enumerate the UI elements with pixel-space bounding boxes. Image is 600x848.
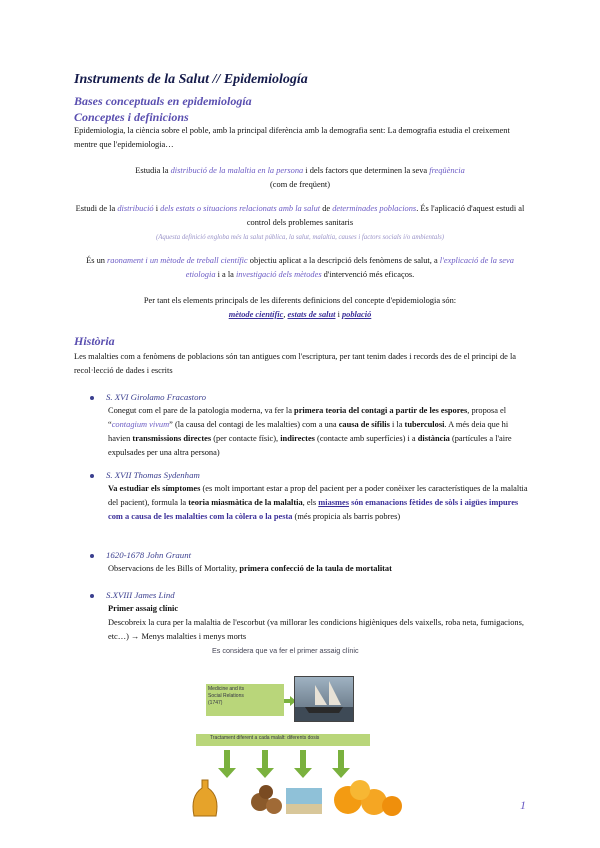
- bold-text: Primer assaig clínic: [108, 604, 179, 613]
- def1-text-a: Estudia la: [135, 166, 171, 175]
- definition-3: [74, 254, 526, 282]
- history-intro: Les malalties com a fenòmens de poblacions són tan antigues com l'escriptura, per tant tenim dades i records des de el principi de la recol·lecció de dades i escrits: [74, 352, 516, 375]
- figure-banner: [196, 734, 370, 746]
- text: (contacte amb superfícies) i a: [314, 434, 418, 443]
- def2-note: (Aquesta definició engloba més la salut pública, la salut, malaltia, causes i factors socials i/o ambientals): [155, 234, 445, 241]
- def3-highlight-b: raonament i un mètode de treball científic: [107, 256, 248, 265]
- def1-text-e: (com de freqüent): [270, 180, 330, 189]
- history-item-title: S. XVI Girolamo Fracastoro: [106, 392, 207, 402]
- bold-text: tuberculosi: [404, 420, 445, 429]
- def2-text-a: Estudi de la: [75, 204, 118, 213]
- history-item-lind-body: [108, 602, 528, 644]
- text: (més propicia als barris pobres): [292, 512, 401, 521]
- text: (per contacte físic),: [211, 434, 281, 443]
- def2-text-e: de: [320, 204, 333, 213]
- history-item-fracastoro-body: [108, 404, 528, 460]
- def2-text-g: . És l'aplicació d'aquest estudi al control dels problemes sanitaris: [246, 204, 525, 227]
- history-item-title: S.XVIII James Lind: [106, 590, 175, 600]
- history-item-sydenham-body: [108, 482, 528, 524]
- history-heading: Història: [74, 334, 115, 348]
- definition-1: [74, 164, 526, 192]
- key-elements: [74, 294, 526, 322]
- treatments-illustration: [188, 746, 418, 820]
- bullet-dot: [90, 396, 94, 400]
- figure-book-box: [206, 684, 284, 716]
- figure-caption: Es considera que va fer el primer assaig clínic: [212, 646, 359, 655]
- bullet-dot: [90, 594, 94, 598]
- def1-highlight-d: freqüència: [429, 166, 465, 175]
- document-title: Instruments de la Salut // Epidemiología: [74, 72, 308, 87]
- def3-text-e: i a la: [215, 270, 236, 279]
- elements-separator-2: i: [335, 310, 342, 319]
- bold-text: distància: [417, 434, 450, 443]
- text: Conegut com el pare de la patologia moderna, va fer la: [108, 406, 295, 415]
- def2-text-c: i: [153, 204, 161, 213]
- history-item-graunt-body: [108, 562, 528, 576]
- bold-text: són emanacions fètides de sòls i aigües impures com a causa de les malalties com la còlera o la pesta: [108, 498, 519, 521]
- def3-highlight-d: l'explicació de la seva etiologia: [185, 256, 514, 279]
- def3-highlight-f: investigació dels mètodes: [235, 270, 322, 279]
- def2-highlight-f: determinades poblacions: [332, 204, 417, 213]
- text: . A més deia que hi havien: [108, 420, 509, 443]
- ship-image: [294, 676, 354, 722]
- definition-2: [74, 202, 526, 245]
- def1-highlight-b: distribució de la malaltia en la persona: [170, 166, 304, 175]
- bullet-dot: [90, 554, 94, 558]
- bold-text: indirectes: [280, 434, 315, 443]
- section-heading: Bases conceptuals en epidemiología: [74, 94, 252, 108]
- text: , els: [302, 498, 319, 507]
- element-population: població: [341, 310, 372, 319]
- history-item-lind-head: [90, 590, 175, 600]
- element-health-states: estats de salut: [287, 310, 336, 319]
- intro-paragraph: Epidemiologia, la ciència sobre el poble, amb la principal diferència amb la demografia sent: La demografia estudia el creixement mentre que l'epidemiologia…: [74, 126, 510, 149]
- figure-book-text: Medicine and its Social Relations (1747): [208, 686, 245, 706]
- bold-text: teoria miasmàtica de la malaltia: [188, 498, 303, 507]
- arrow-down-icon: [294, 750, 312, 778]
- history-item-fracastoro-head: [90, 392, 206, 402]
- text: Observacions de les Bills of Mortality,: [108, 564, 240, 573]
- bold-text: primera confecció de la taula de mortalitat: [239, 564, 392, 573]
- text: ” (la causa del contagi de les malalties) com a una: [169, 420, 339, 429]
- history-item-title: S. XVII Thomas Sydenham: [106, 470, 200, 480]
- oil-bottle-icon: [193, 780, 217, 816]
- history-item-graunt-head: [90, 550, 191, 560]
- underlined-text: miasmes: [318, 498, 349, 507]
- arrow-down-icon: [256, 750, 274, 778]
- page-number: 1: [520, 798, 526, 812]
- text: i la: [389, 420, 405, 429]
- scurvy-trial-figure: [188, 640, 418, 820]
- highlight-text: contagium vivum: [111, 420, 170, 429]
- subsection-heading: Conceptes i definicions: [74, 110, 189, 124]
- bold-text: causa de sífilis: [338, 420, 390, 429]
- ship-icon: [295, 677, 353, 721]
- elements-lead: Per tant els elements principals de les diferents definicions del concepte d'epidemiologia són:: [143, 296, 457, 305]
- history-item-sydenham-head: [90, 470, 200, 480]
- text: Descobreix la cura per la malaltia de l'escorbut (va millorar les condicions higièniques dels vaixells, roba neta, fumigacions, etc…) → Menys malalties i menys morts: [108, 618, 524, 641]
- figure-banner-text: Tractament diferent a cada malalt: diferents dosis: [210, 735, 320, 741]
- bold-text: transmissions directes: [132, 434, 212, 443]
- history-item-title: 1620-1678 John Graunt: [106, 550, 192, 560]
- arrow-down-icon: [332, 750, 350, 778]
- def2-highlight-d: dels estats o situacions relacionats amb la salut: [160, 204, 321, 213]
- def3-text-g: d'intervenció més eficaços.: [321, 270, 415, 279]
- def3-text-a: És un: [86, 256, 108, 265]
- text: (es molt important estar a prop del pacient per a poder conèixer les característiques de la malaltia del pacient), formula la: [108, 484, 528, 507]
- bold-text: Va estudiar els símptomes: [108, 484, 201, 493]
- def1-text-c: i dels factors que determinen la seva: [303, 166, 430, 175]
- text: , proposa el “: [108, 406, 507, 429]
- text: (partícules a l'aire expulsades per una altra persona): [108, 434, 512, 457]
- bold-text: primera teoria del contagi a partir de les espores: [294, 406, 468, 415]
- def3-text-c: objectiu aplicat a la descripció dels fenòmens de salut, a: [247, 256, 440, 265]
- bullet-dot: [90, 474, 94, 478]
- element-scientific-method: mètode científic: [228, 310, 284, 319]
- arrow-down-icon: [218, 750, 236, 778]
- elements-separator-1: ,: [283, 310, 288, 319]
- def2-highlight-b: distribució: [117, 204, 154, 213]
